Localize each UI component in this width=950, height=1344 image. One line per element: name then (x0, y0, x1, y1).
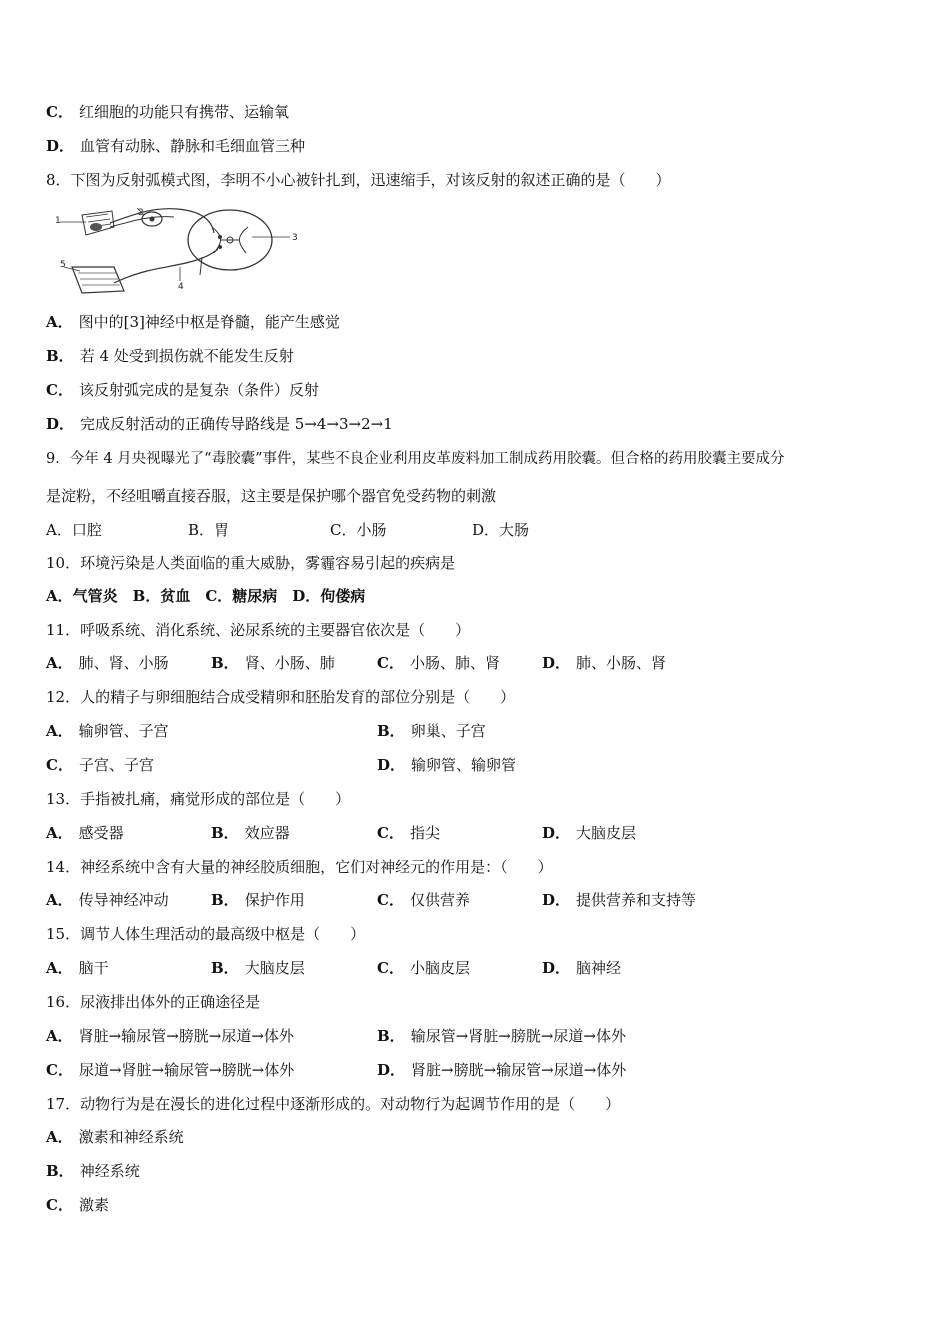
options-row (46, 890, 906, 910)
option-label: B． (377, 722, 405, 740)
option-label: C． (377, 959, 404, 977)
option-label: A． (46, 959, 73, 977)
option-label: D． (542, 654, 571, 672)
question-stem: 16．尿液排出体外的正确途径是 (46, 993, 261, 1011)
option-text: 胃 (214, 521, 230, 539)
option-label: D． (542, 891, 571, 909)
option-line: D． 完成反射活动的正确传导路线是 5→4→3→2→1 (46, 415, 393, 433)
interneuron (218, 235, 222, 239)
option-text: 肾脏→膀胱→输尿管→尿道→体外 (411, 1061, 627, 1079)
options-row: A．气管炎 B．贫血 C．糖尿病 D．佝偻病 (46, 587, 366, 605)
option-label: C． (46, 756, 73, 774)
option-line: A． 激素和神经系统 (46, 1128, 184, 1146)
option-text: 小脑皮层 (409, 959, 470, 977)
question-stem: 15．调节人体生理活动的最高级中枢是（ ） (46, 925, 366, 943)
option-label: A． (46, 722, 73, 740)
option-line: C． 激素 (46, 1196, 109, 1214)
ganglion-cell (150, 217, 155, 222)
option-label: A． (46, 521, 72, 539)
options-row (46, 1026, 906, 1046)
option-line: B． 神经系统 (46, 1162, 140, 1180)
option-text: 仅供营养 (409, 891, 470, 909)
option-label: A． (46, 654, 73, 672)
option-label: B． (211, 891, 239, 909)
question-stem: 12．人的精子与卵细胞结合成受精卵和胚胎发育的部位分别是（ ） (46, 688, 516, 706)
option-text: 提供营养和支持等 (576, 891, 697, 909)
options-row (46, 1060, 906, 1080)
option-text: 大脑皮层 (244, 959, 305, 977)
efferent-nerve (114, 249, 218, 283)
option-label: D． (542, 959, 571, 977)
reflex-arc-diagram (52, 205, 312, 295)
option-text: 输尿管→肾脏→膀胱→尿道→体外 (410, 1027, 626, 1045)
option-label: D． (377, 1061, 406, 1079)
question-stem: 9．今年 4 月央视曝光了“毒胶囊”事件，某些不良企业利用皮革废料加工制成药用胶囊。但合格的药用胶囊主要成分 (46, 451, 785, 467)
option-line: D． 血管有动脉、静脉和毛细血管三种 (46, 137, 306, 155)
option-label: B． (211, 654, 239, 672)
question-stem-continued: 是淀粉，不经咀嚼直接吞服，这主要是保护哪个器官免受药物的刺激 (46, 487, 497, 505)
option-line: C． 该反射弧完成的是复杂（条件）反射 (46, 381, 319, 399)
option-text: 传导神经冲动 (78, 891, 169, 909)
option-text: 肺、肾、小肠 (78, 654, 169, 672)
option-label: A． (46, 1027, 73, 1045)
option-label: C． (46, 1061, 73, 1079)
option-label: B． (211, 824, 239, 842)
muscle-fibers (78, 273, 120, 285)
option-text: 小肠 (356, 521, 387, 539)
question-stem: 10．环境污染是人类面临的重大威胁，雾霾容易引起的疾病是 (46, 554, 456, 572)
option-text: 感受器 (78, 824, 124, 842)
option-text: 卵巢、子宫 (410, 722, 486, 740)
option-label: C． (377, 824, 404, 842)
option-label: D． (377, 756, 406, 774)
option-text: 小肠、肺、肾 (409, 654, 500, 672)
option-text: 肾脏→输尿管→膀胱→尿道→体外 (78, 1027, 294, 1045)
options-row (46, 755, 906, 775)
options-row (46, 520, 906, 540)
option-text: 口腔 (71, 521, 102, 539)
option-label: B． (188, 521, 215, 539)
option-text: 子宫、子宫 (78, 756, 154, 774)
diagram-label-4: 4 (178, 282, 184, 292)
option-text: 肾、小肠、肺 (244, 654, 335, 672)
option-label: B． (211, 959, 239, 977)
option-text: 脑神经 (576, 959, 622, 977)
option-text: 尿道→肾脏→输尿管→膀胱→体外 (78, 1061, 295, 1079)
options-row (46, 823, 906, 843)
option-text: 大脑皮层 (576, 824, 637, 842)
option-label: C． (377, 654, 404, 672)
motor-neuron (218, 245, 222, 249)
options-row (46, 958, 906, 978)
diagram-label-5: 5 (60, 260, 66, 270)
option-label: D． (472, 521, 500, 539)
diagram-label-3: 3 (292, 233, 298, 243)
option-text: 输卵管、输卵管 (411, 756, 517, 774)
efferent-nerve-branch (200, 257, 202, 275)
receptor-figure (82, 211, 114, 235)
option-line: B． 若 4 处受到损伤就不能发生反射 (46, 347, 294, 365)
option-text: 保护作用 (244, 891, 305, 909)
options-row (46, 653, 906, 673)
options-row (46, 721, 906, 741)
option-line: A． 图中的[3]神经中枢是脊髓，能产生感觉 (46, 313, 340, 331)
option-text: 效应器 (244, 824, 290, 842)
option-text: 脑干 (78, 959, 109, 977)
option-label: A． (46, 891, 73, 909)
question-stem: 8．下图为反射弧模式图，李明不小心被针扎到，迅速缩手，对该反射的叙述正确的是（ ） (46, 171, 671, 189)
question-stem: 17．动物行为是在漫长的进化过程中逐渐形成的。对动物行为起调节作用的是（ ） (46, 1095, 621, 1113)
option-label: A． (46, 824, 73, 842)
option-label: C． (330, 521, 357, 539)
option-label: D． (542, 824, 571, 842)
diagram-label-2: 2 (138, 208, 144, 218)
option-text: 指尖 (409, 824, 440, 842)
question-stem: 11．呼吸系统、消化系统、泌尿系统的主要器官依次是（ ） (46, 621, 471, 639)
option-label: C． (377, 891, 404, 909)
option-text: 大肠 (499, 521, 530, 539)
option-text: 输卵管、子宫 (78, 722, 169, 740)
option-text: 肺、小肠、肾 (576, 654, 667, 672)
diagram-label-1: 1 (55, 216, 61, 226)
question-stem: 14．神经系统中含有大量的神经胶质细胞，它们对神经元的作用是：（ ） (46, 858, 553, 876)
option-label: B． (377, 1027, 405, 1045)
option-line: C． 红细胞的功能只有携带、运输氧 (46, 103, 289, 121)
question-stem: 13．手指被扎痛，痛觉形成的部位是（ ） (46, 790, 351, 808)
